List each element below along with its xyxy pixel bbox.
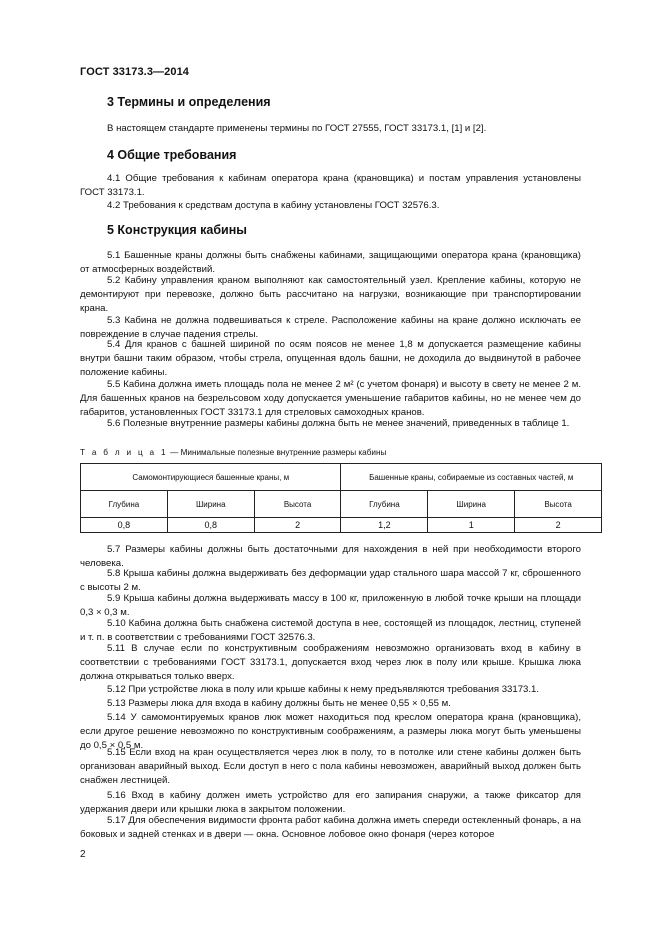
paragraph-5-10: 5.10 Кабина должна быть снабжена системой доступа в нее, состоящей из площадок, лестниц, ступеней и т. п. в соответствии с требованиями ГОСТ 32576.3.	[80, 618, 581, 644]
paragraph-5-12: 5.12 При устройстве люка в полу или крыше кабины к нему предъявляются требования 33173.1.	[107, 684, 540, 695]
paragraph-5-9: 5.9 Крыша кабины должна выдерживать массу в 100 кг, приложенную в любой точке крыши на площади 0,3 × 0,3 м.	[80, 593, 581, 619]
standard-header: ГОСТ 33173.3—2014	[80, 66, 190, 78]
table-group-row	[81, 464, 602, 491]
section-5-title: 5 Конструкция кабины	[107, 223, 247, 237]
table-col-header: Глубина	[81, 491, 168, 518]
paragraph-4-2: 4.2 Требования к средствам доступа в кабину установлены ГОСТ 32576.3.	[107, 200, 440, 211]
table-cell: 2	[254, 518, 341, 533]
paragraph-5-3: 5.3 Кабина не должна подвешиваться к стреле. Расположение кабины на кране должно исключать ее повреждение в случае падения стрелы.	[80, 315, 581, 341]
table-col-header: Высота	[254, 491, 341, 518]
table-group-self-erecting: Самомонтирующиеся башенные краны, м	[81, 464, 341, 491]
table-cell: 0,8	[81, 518, 168, 533]
paragraph-5-4: 5.4 Для кранов с башней шириной по осям поясов не менее 1,8 м допускается размещение кабины внутри башни таким образом, чтобы стрела, опущенная вдоль башни, не доходила до выдвинутой в рабочее положение кабины.	[80, 339, 581, 379]
section-3-text: В настоящем стандарте применены термины по ГОСТ 27555, ГОСТ 33173.1, [1] и [2].	[107, 123, 487, 134]
page-number: 2	[80, 849, 86, 860]
paragraph-5-13: 5.13 Размеры люка для входа в кабину должны быть не менее 0,55 × 0,55 м.	[107, 698, 451, 709]
paragraph-5-11: 5.11 В случае если по конструктивным соображениям невозможно организовать вход в кабину в соответствии с требованиями ГОСТ 33173.1, допускается вход через люк в полу или крыше. Крышка люка должна открываться только вверх.	[80, 643, 581, 683]
paragraph-4-1: 4.1 Общие требования к кабинам оператора крана (крановщика) и постам управления установлены ГОСТ 33173.1.	[80, 173, 581, 199]
table-1	[80, 463, 602, 533]
table-col-header: Глубина	[341, 491, 428, 518]
paragraph-5-5: 5.5 Кабина должна иметь площадь пола не менее 2 м² (с учетом фонаря) и высоту в свету не менее 2 м. Для башенных кранов на безрельсовом ходу допускается уменьшение габаритов кабины, но не менее чем до габаритов, установленных ГОСТ 33173.1 для стреловых самоходных кранов.	[80, 379, 581, 419]
table-row	[81, 518, 602, 533]
section-4-title: 4 Общие требования	[107, 148, 237, 162]
paragraph-5-1: 5.1 Башенные краны должны быть снабжены кабинами, защищающими оператора крана (крановщика) от атмосферных воздействий.	[80, 250, 581, 276]
paragraph-5-8: 5.8 Крыша кабины должна выдерживать без деформации удар стального шара массой 7 кг, сброшенного с высоты 2 м.	[80, 568, 581, 594]
table-col-header: Высота	[515, 491, 602, 518]
table-group-assembled: Башенные краны, собираемые из составных частей, м	[341, 464, 602, 491]
table-col-header: Ширина	[167, 491, 254, 518]
paragraph-5-15: 5.15 Если вход на кран осуществляется через люк в полу, то в потолке или стене кабины должен быть организован аварийный выход. Если доступ в него с пола кабины невозможен, аварийный выход должен быть снабжен лестницей.	[80, 747, 581, 787]
table-cell: 2	[515, 518, 602, 533]
table-cell: 0,8	[167, 518, 254, 533]
paragraph-5-6: 5.6 Полезные внутренние размеры кабины должна быть не менее значений, приведенных в таблице 1.	[107, 418, 570, 429]
table-cell: 1,2	[341, 518, 428, 533]
table-1-label: Т а б л и ц а 1	[80, 448, 168, 457]
paragraph-5-2: 5.2 Кабину управления краном выполняют как самостоятельный узел. Крепление кабины, которую не демонтируют при перевозке, должно быть рассчитано на нагрузки, возникающие при транспортировании крана.	[80, 275, 581, 315]
table-1-caption	[80, 448, 386, 457]
paragraph-5-7: 5.7 Размеры кабины должны быть достаточными для нахождения в ней при необходимости второго человека.	[80, 544, 581, 570]
table-1-title: — Минимальные полезные внутренние размеры кабины	[167, 448, 387, 457]
paragraph-5-17: 5.17 Для обеспечения видимости фронта работ кабина должна иметь спереди остекленный фонарь, а на боковых и задней стенках и в двери — окна. Основное лобовое окно фонаря (через которое	[80, 815, 581, 841]
table-header-row	[81, 491, 602, 518]
paragraph-5-14: 5.14 У самомонтируемых кранов люк может находиться под креслом оператора крана (крановщика), если другое решение невозможно по конструктивным соображениям, а размеры люка могут быть уменьшены до 0,5 × 0,5 м.	[80, 712, 581, 752]
table-col-header: Ширина	[428, 491, 515, 518]
table-cell: 1	[428, 518, 515, 533]
section-3-title: 3 Термины и определения	[107, 95, 271, 109]
paragraph-5-16: 5.16 Вход в кабину должен иметь устройство для его запирания снаружи, а также фиксатор для удержания двери или крышки люка в закрытом положении.	[80, 790, 581, 816]
